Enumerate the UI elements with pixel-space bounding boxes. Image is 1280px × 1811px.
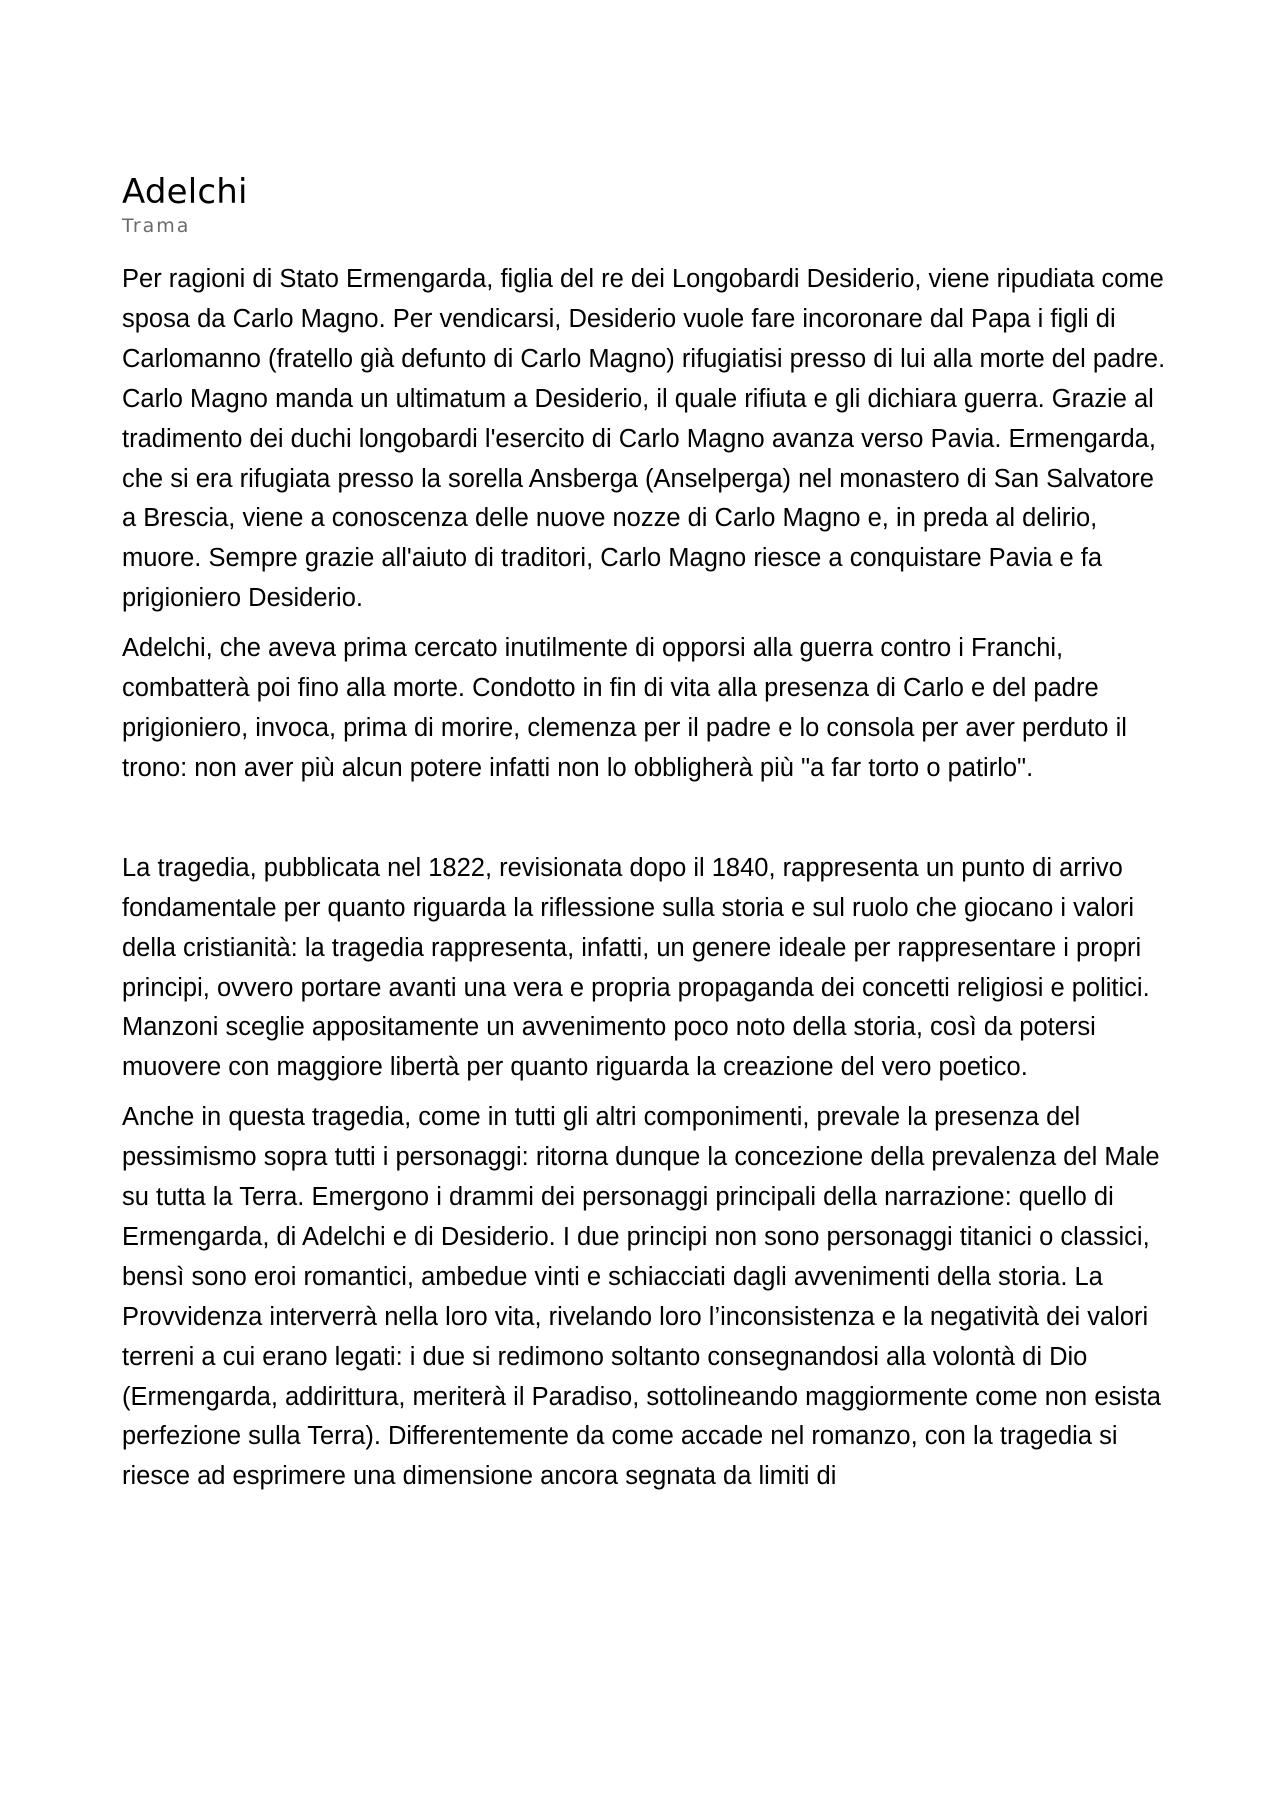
paragraph-plot-2: Adelchi, che aveva prima cercato inutilmente di opporsi alla guerra contro i Franchi, combatterà poi fino alla morte. Condotto in fin di vita alla presenza di Carlo e del padre prigioniero, invoca, prima di morire, clemenza per il padre e lo consola per aver perduto il trono: non aver più alcun potere infatti non lo obbligherà più "a far torto o patirlo". — [122, 634, 1127, 782]
document-page — [122, 172, 1172, 1497]
page-subtitle: Trama — [122, 215, 191, 237]
paragraph-analysis-1: La tragedia, pubblicata nel 1822, revisionata dopo il 1840, rappresenta un punto di arrivo fondamentale per quanto riguarda la riflessione sulla storia e sul ruolo che giocano i valori della cristianità: la tragedia rappresenta, infatti, un genere ideale per rappresentare i propri principi, ovvero portare avanti una vera e propria propaganda dei concetti religiosi e politici. Manzoni sceglie appositamente un avvenimento poco noto della storia, così da potersi muovere con maggiore libertà per quanto riguarda la creazione del vero poetico. — [122, 853, 1150, 1082]
page-title: Adelchi — [122, 172, 248, 212]
paragraph-analysis-2: Anche in questa tragedia, come in tutti gli altri componimenti, prevale la presenza del pessimismo sopra tutti i personaggi: ritorna dunque la concezione della prevalenza del Male su tutta la Terra. Emergono i drammi dei personaggi principali della narrazione: quello di Ermengarda, di Adelchi e di Desiderio. I due principi non sono personaggi titanici o classici, bensì sono eroi romantici, ambedue vinti e schiacciati dagli avvenimenti della storia. La Provvidenza interverrà nella loro vita, rivelando loro l’inconsistenza e la negatività dei valori terreni a cui erano legati: i due si redimono soltanto consegnandosi alla volontà di Dio (Ermengarda, addirittura, meriterà il Paradiso, sottolineando maggiormente come non esista perfezione sulla Terra). Differentemente da come accade nel romanzo, con la tragedia si riesce ad esprimere una dimensione ancora segnata da limiti di — [122, 1103, 1161, 1491]
paragraph-spacer — [122, 789, 1172, 849]
paragraph-plot-1: Per ragioni di Stato Ermengarda, figlia del re dei Longobardi Desiderio, viene ripudiata come sposa da Carlo Magno. Per vendicarsi, Desiderio vuole fare incoronare dal Papa i figli di Carlomanno (fratello già defunto di Carlo Magno) rifugiatisi presso di lui alla morte del padre. Carlo Magno manda un ultimatum a Desiderio, il quale rifiuta e gli dichiara guerra. Grazie al tradimento dei duchi longobardi l'esercito di Carlo Magno avanza verso Pavia. Ermengarda, che si era rifugiata presso la sorella Ansberga (Anselperga) nel monastero di San Salvatore a Brescia, viene a conoscenza delle nuove nozze di Carlo Magno e, in preda al delirio, muore. Sempre grazie all'aiuto di traditori, Carlo Magno riesce a conquistare Pavia e fa prigioniero Desiderio. — [122, 265, 1166, 613]
